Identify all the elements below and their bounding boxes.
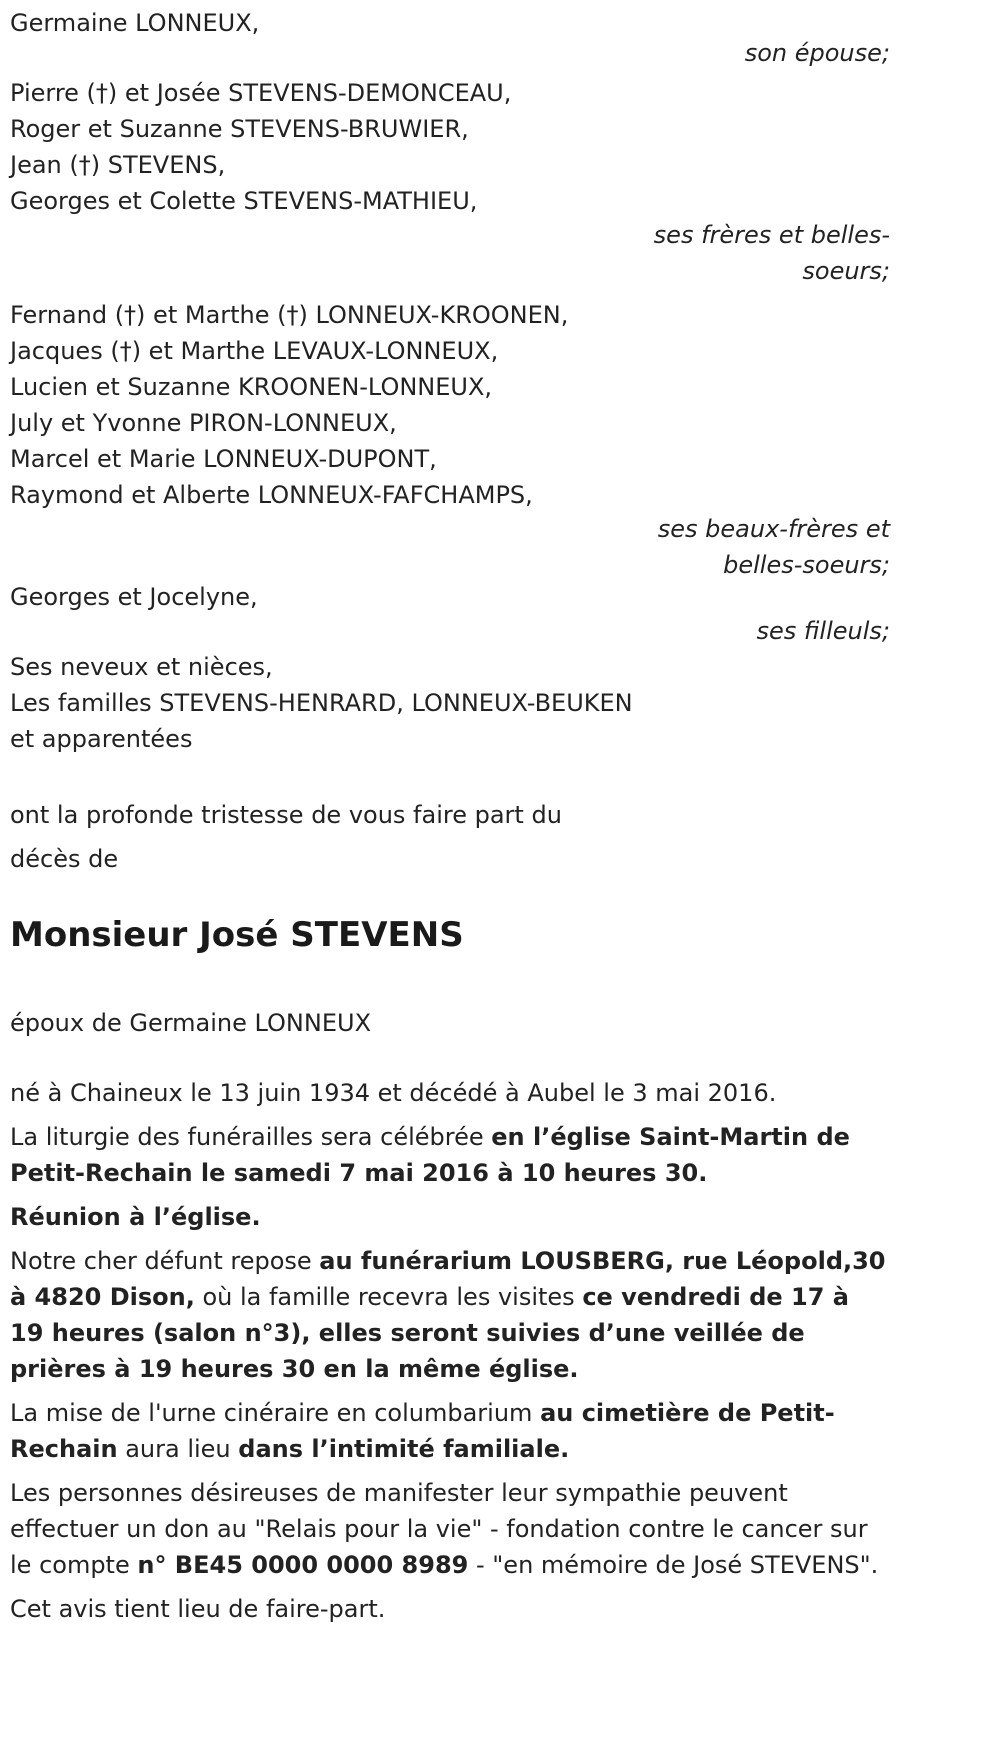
funeral-paragraph xyxy=(10,1119,890,1191)
spouse-of-line: époux de Germaine LONNEUX xyxy=(10,1009,372,1037)
urn-text: La mise de l'urne cinéraire en columbarium xyxy=(10,1399,541,1427)
in-laws-relation-line: ses beaux-frères et xyxy=(657,515,890,543)
donation-paragraph xyxy=(10,1475,890,1583)
sibling-name: Jean (†) STEVENS, xyxy=(10,151,226,179)
spouse-name: Germaine LONNEUX, xyxy=(10,9,260,37)
visitation-schedule: ce vendredi de 17 à 19 heures (salon n°3), elles seront suivies d’une veillée de prières à 19 heures 30 en la même église. xyxy=(10,1283,849,1383)
godchildren-name: Georges et Jocelyne, xyxy=(10,583,258,611)
visitation-text: où la famille recevra les visites xyxy=(194,1283,583,1311)
in-law-name: Marcel et Marie LONNEUX-DUPONT, xyxy=(10,445,437,473)
urn-text: aura lieu xyxy=(117,1435,239,1463)
meeting-line: Réunion à l’église. xyxy=(10,1203,261,1231)
donation-text: Les personnes désireuses de manifester leur sympathie peuvent effectuer un don au "Relais pour la vie" - fondation contre le cancer sur le compte xyxy=(10,1479,868,1579)
birth-death-line: né à Chaineux le 13 juin 1934 et décédé à Aubel le 3 mai 2016. xyxy=(10,1079,777,1107)
announcement xyxy=(10,793,1000,881)
sibling-name: Roger et Suzanne STEVENS-BRUWIER, xyxy=(10,115,469,143)
bank-account: n° BE45 0000 0000 8989 xyxy=(137,1551,469,1579)
announcement-line: ont la profonde tristesse de vous faire part du xyxy=(10,801,562,829)
donation-text: - "en mémoire de José STEVENS". xyxy=(468,1551,879,1579)
closing-line: Cet avis tient lieu de faire-part. xyxy=(10,1595,386,1623)
visitation-paragraph xyxy=(10,1243,890,1387)
godchildren-relation: ses filleuls; xyxy=(756,617,890,645)
cemetery-details: au cimetière de Petit-Rechain xyxy=(10,1399,835,1463)
in-law-name: Jacques (†) et Marthe LEVAUX-LONNEUX, xyxy=(10,337,499,365)
godchildren-block xyxy=(10,579,1000,649)
in-law-name: Fernand (†) et Marthe (†) LONNEUX-KROONEN, xyxy=(10,301,569,329)
in-law-name: July et Yvonne PIRON-LONNEUX, xyxy=(10,409,397,437)
funeral-intro: La liturgie des funérailles sera célébrée xyxy=(10,1123,492,1151)
siblings-relation-line: ses frères et belles- xyxy=(653,221,890,249)
sibling-name: Pierre (†) et Josée STEVENS-DEMONCEAU, xyxy=(10,79,512,107)
other-relatives-block xyxy=(10,649,1000,757)
in-law-name: Lucien et Suzanne KROONEN-LONNEUX, xyxy=(10,373,493,401)
spouse-relation: son épouse; xyxy=(744,39,890,67)
in-law-name: Raymond et Alberte LONNEUX-FAFCHAMPS, xyxy=(10,481,533,509)
siblings-block xyxy=(10,75,1000,289)
visitation-text: Notre cher défunt repose xyxy=(10,1247,320,1275)
other-relatives-line: Ses neveux et nièces, xyxy=(10,653,273,681)
urn-privacy: dans l’intimité familiale. xyxy=(238,1435,570,1463)
announcement-line: décès de xyxy=(10,845,119,873)
funeral-details: en l’église Saint-Martin de Petit-Rechain le samedi 7 mai 2016 à 10 heures 30. xyxy=(10,1123,850,1187)
funerarium-details: au funérarium LOUSBERG, rue Léopold,30 à 4820 Dison, xyxy=(10,1247,886,1311)
urn-paragraph xyxy=(10,1395,890,1467)
other-relatives-line: et apparentées xyxy=(10,725,193,753)
deceased-name: Monsieur José STEVENS xyxy=(10,915,464,955)
sibling-name: Georges et Colette STEVENS-MATHIEU, xyxy=(10,187,478,215)
other-relatives-line: Les familles STEVENS-HENRARD, LONNEUX-BEUKEN xyxy=(10,689,633,717)
siblings-relation-line: soeurs; xyxy=(802,257,890,285)
in-laws-relation-line: belles-soeurs; xyxy=(723,551,890,579)
in-laws-block xyxy=(10,297,1000,583)
